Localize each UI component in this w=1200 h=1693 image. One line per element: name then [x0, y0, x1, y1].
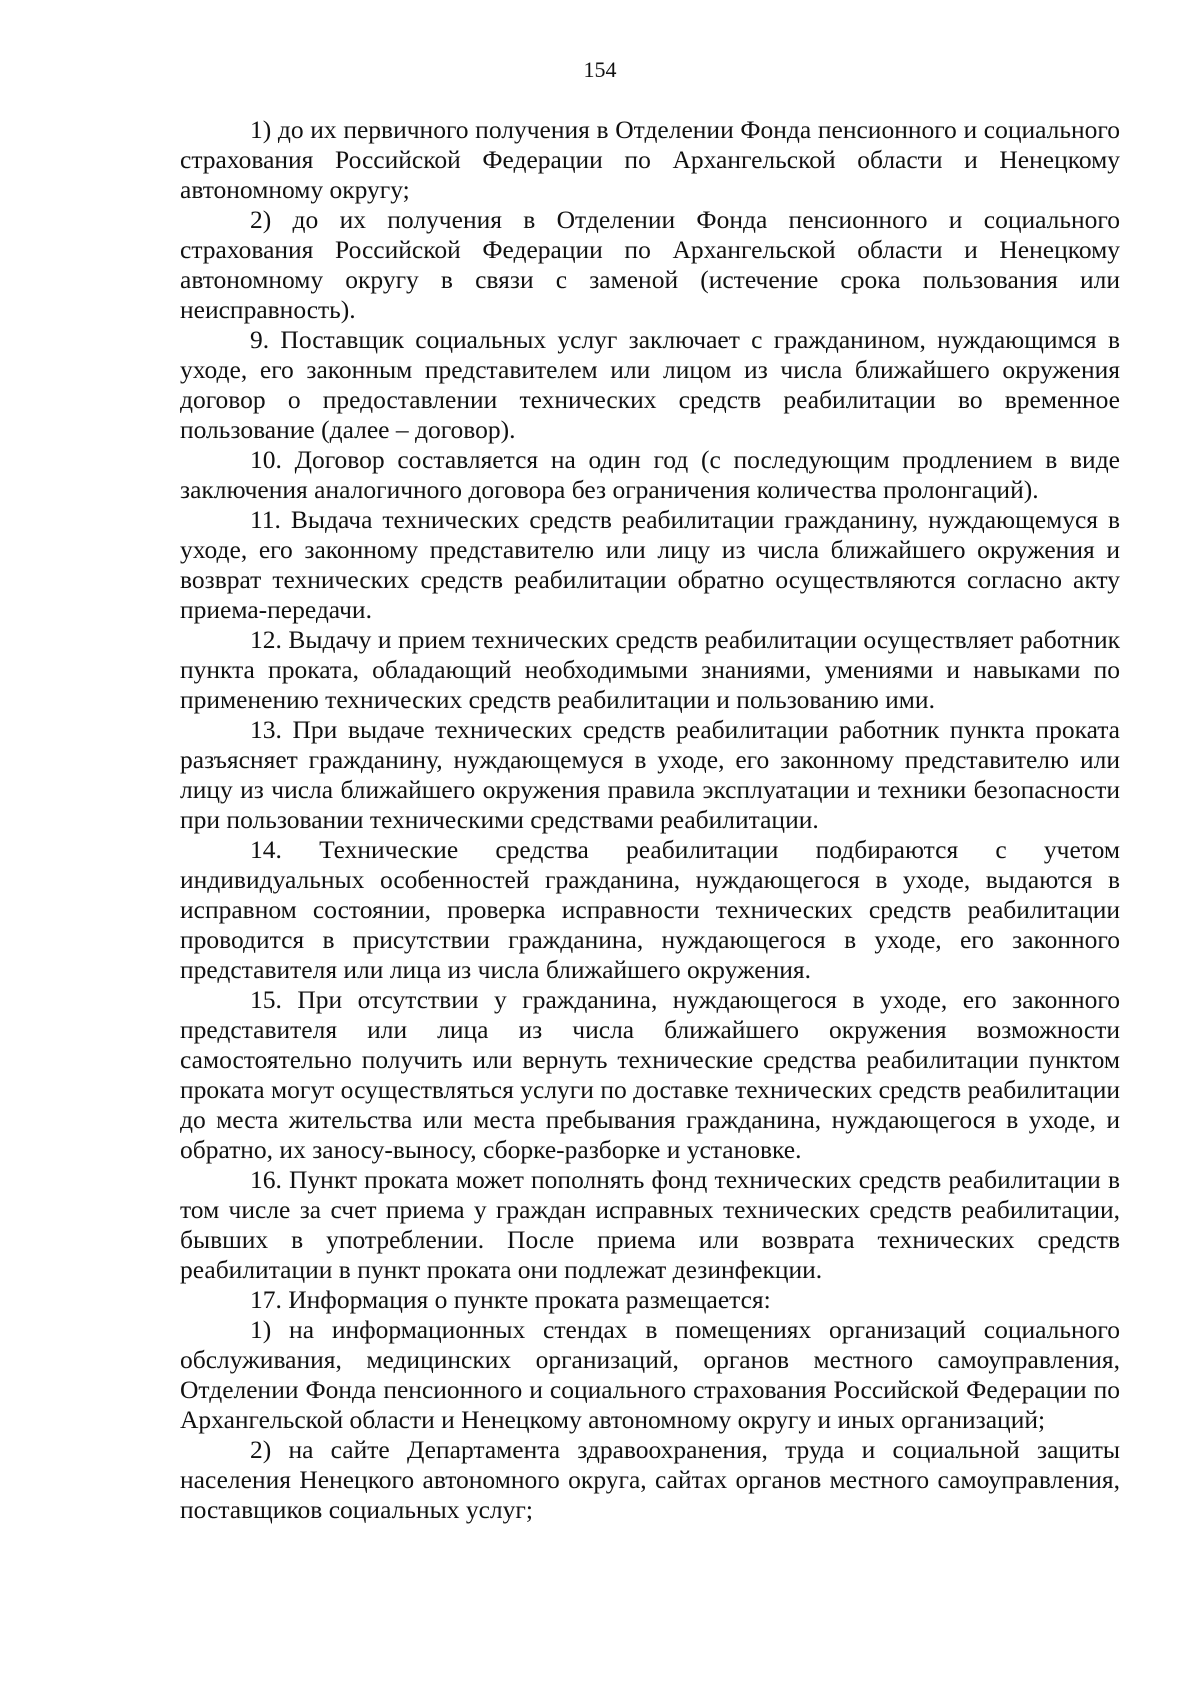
page-number: 154: [583, 57, 617, 82]
paragraph-item-14: 14. Технические средства реабилитации подбираются с учетом индивидуальных особенностей гражданина, нуждающегося в уходе, выдаются в исправном состоянии, проверка исправности технических средств реабилитации проводится в присутствии гражданина, нуждающегося в уходе, его законного представителя или лица из числа ближайшего окружения.: [180, 835, 1120, 984]
paragraph-item-9: 9. Поставщик социальных услуг заключает с гражданином, нуждающимся в уходе, его законным представителем или лицом из числа ближайшего окружения договор о предоставлении технических средств реабилитации во временное пользование (далее – договор).: [180, 325, 1120, 444]
document-body: [180, 115, 1120, 1525]
paragraph-item-17-subitem-1: 1) на информационных стендах в помещениях организаций социального обслуживания, медицинских организаций, органов местного самоуправления, Отделении Фонда пенсионного и социального страхования Российской Федерации по Архангельской области и Ненецкому автономному округу и иных организаций;: [180, 1315, 1120, 1434]
paragraph-item-10: 10. Договор составляется на один год (с последующим продлением в виде заключения аналогичного договора без ограничения количества пролонгаций).: [180, 445, 1120, 504]
paragraph-subitem-2: 2) до их получения в Отделении Фонда пенсионного и социального страхования Российской Федерации по Архангельской области и Ненецкому автономному округу в связи с заменой (истечение срока пользования или неисправность).: [180, 205, 1120, 324]
paragraph-item-13: 13. При выдаче технических средств реабилитации работник пункта проката разъясняет гражданину, нуждающемуся в уходе, его законному представителю или лицу из числа ближайшего окружения правила эксплуатации и техники безопасности при пользовании техническими средствами реабилитации.: [180, 715, 1120, 834]
paragraph-item-17-subitem-2: 2) на сайте Департамента здравоохранения, труда и социальной защиты населения Ненецкого автономного округа, сайтах органов местного самоуправления, поставщиков социальных услуг;: [180, 1435, 1120, 1524]
paragraph-subitem-1: 1) до их первичного получения в Отделении Фонда пенсионного и социального страхования Российской Федерации по Архангельской области и Ненецкому автономному округу;: [180, 115, 1120, 204]
paragraph-item-15: 15. При отсутствии у гражданина, нуждающегося в уходе, его законного представителя или лица из числа ближайшего окружения возможности самостоятельно получить или вернуть технические средства реабилитации пунктом проката могут осуществляться услуги по доставке технических средств реабилитации до места жительства или места пребывания гражданина, нуждающегося в уходе, и обратно, их заносу-выносу, сборке-разборке и установке.: [180, 985, 1120, 1164]
paragraph-item-11: 11. Выдача технических средств реабилитации гражданину, нуждающемуся в уходе, его законному представителю или лицу из числа ближайшего окружения и возврат технических средств реабилитации обратно осуществляются согласно акту приема-передачи.: [180, 505, 1120, 624]
paragraph-item-12: 12. Выдачу и прием технических средств реабилитации осуществляет работник пункта проката, обладающий необходимыми знаниями, умениями и навыками по применению технических средств реабилитации и пользованию ими.: [180, 625, 1120, 714]
paragraph-item-17: 17. Информация о пункте проката размещается:: [250, 1285, 771, 1314]
paragraph-item-16: 16. Пункт проката может пополнять фонд технических средств реабилитации в том числе за счет приема у граждан исправных технических средств реабилитации, бывших в употреблении. После приема или возврата технических средств реабилитации в пункт проката они подлежат дезинфекции.: [180, 1165, 1120, 1284]
